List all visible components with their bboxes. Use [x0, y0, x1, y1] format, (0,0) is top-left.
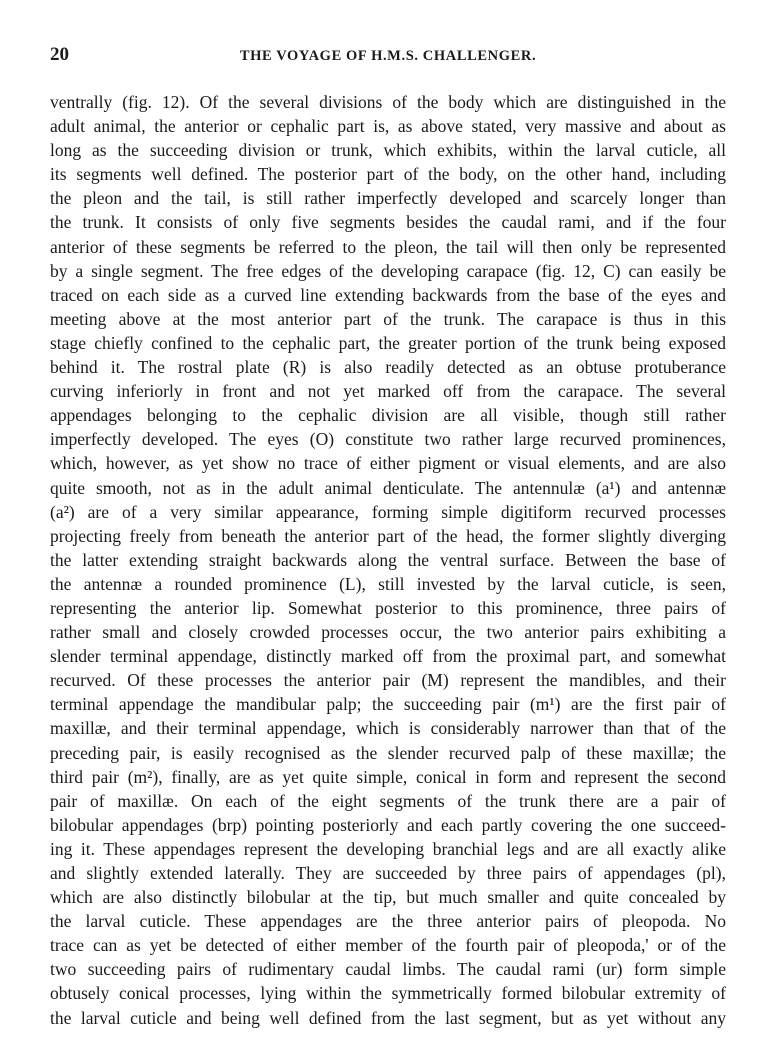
running-head: THE VOYAGE OF H.M.S. CHALLENGER. [239, 48, 537, 64]
text-line: preceding pair, is easily recognised as the slender recurved palp of these maxillæ; the [50, 742, 726, 763]
text-line: stage chiefly confined to the cephalic part, the greater portion of the trunk being exposed [50, 332, 726, 353]
text-line: third pair (m²), finally, are as yet quite simple, conical in form and represent the second [50, 766, 726, 787]
text-line: trace can as yet be detected of either member of the fourth pair of pleopoda,' or of the [50, 935, 726, 956]
text-line: long as the succeeding division or trunk, which exhibits, within the larval cuticle, all [50, 140, 726, 161]
body-text [50, 90, 726, 1030]
text-line: terminal appendage the mandibular palp; the succeeding pair (m¹) are the first pair of [50, 694, 726, 715]
text-line: slender terminal appendage, distinctly marked off from the proximal part, and somewhat [50, 646, 726, 667]
text-line: anterior of these segments be referred to the pleon, the tail will then only be represented [50, 236, 726, 257]
text-line: the latter extending straight backwards along the ventral surface. Between the base of [50, 549, 726, 570]
text-line: the pleon and the tail, is still rather imperfectly developed and scarcely longer than [50, 188, 726, 209]
text-line: appendages belonging to the cephalic division are all visible, though still rather [50, 405, 726, 426]
text-line: ventrally (fig. 12). Of the several divisions of the body which are distinguished in the [50, 92, 726, 112]
text-line: adult animal, the anterior or cephalic part is, as above stated, very massive and about as [50, 116, 726, 137]
text-line: ing it. These appendages represent the developing branchial legs and are all exactly alike [50, 838, 726, 859]
text-line: pair of maxillæ. On each of the eight segments of the trunk there are a pair of [50, 790, 726, 811]
text-line: imperfectly developed. The eyes (O) constitute two rather large recurved prominences, [50, 429, 726, 450]
text-line: meeting above at the most anterior part of the trunk. The carapace is thus in this [50, 308, 726, 329]
text-line: projecting freely from beneath the anterior part of the head, the former slightly diverging [50, 525, 726, 546]
text-line: the trunk. It consists of only five segments besides the caudal rami, and if the four [50, 212, 726, 233]
text-line: two succeeding pairs of rudimentary caudal limbs. The caudal rami (ur) form simple [50, 959, 726, 980]
text-line: rather small and closely crowded processes occur, the two anterior pairs exhibiting a [50, 622, 726, 643]
text-line: which are also distinctly bilobular at the tip, but much smaller and quite concealed by [50, 887, 726, 908]
text-line: quite smooth, not as in the adult animal denticulate. The antennulæ (a¹) and antennæ [50, 477, 726, 498]
text-line: and slightly extended laterally. They are succeeded by three pairs of appendages (pl), [50, 863, 726, 883]
page-header [50, 40, 726, 70]
text-line: recurved. Of these processes the anterior pair (M) represent the mandibles, and their [50, 670, 726, 691]
text-line: maxillæ, and their terminal appendage, which is considerably narrower than that of the [50, 718, 726, 739]
text-line: representing the anterior lip. Somewhat posterior to this prominence, three pairs of [50, 597, 726, 618]
text-line: by a single segment. The free edges of the developing carapace (fig. 12, C) can easily be [50, 260, 726, 281]
text-line: (a²) are of a very similar appearance, forming simple digitiform recurved processes [50, 501, 726, 522]
text-line: the larval cuticle and being well defined from the last segment, but as yet without any [50, 1007, 726, 1028]
text-line: behind it. The rostral plate (R) is also readily detected as an obtuse protuberance [50, 357, 726, 378]
text-line: obtusely conical processes, lying within the symmetrically formed bilobular extremity of [50, 983, 726, 1004]
text-line: bilobular appendages (brp) pointing posteriorly and each partly covering the one succeed- [50, 814, 726, 835]
page-number: 20 [50, 44, 69, 65]
text-line: which, however, as yet show no trace of either pigment or visual elements, and are also [50, 453, 726, 474]
text-line: curving inferiorly in front and not yet marked off from the carapace. The several [50, 381, 726, 402]
text-line: its segments well defined. The posterior part of the body, on the other hand, including [50, 164, 726, 185]
text-line: traced on each side as a curved line extending backwards from the base of the eyes and [50, 284, 726, 305]
text-line: the antennæ a rounded prominence (L), still invested by the larval cuticle, is seen, [50, 573, 726, 594]
text-line: the larval cuticle. These appendages are the three anterior pairs of pleopoda. No [50, 911, 726, 932]
